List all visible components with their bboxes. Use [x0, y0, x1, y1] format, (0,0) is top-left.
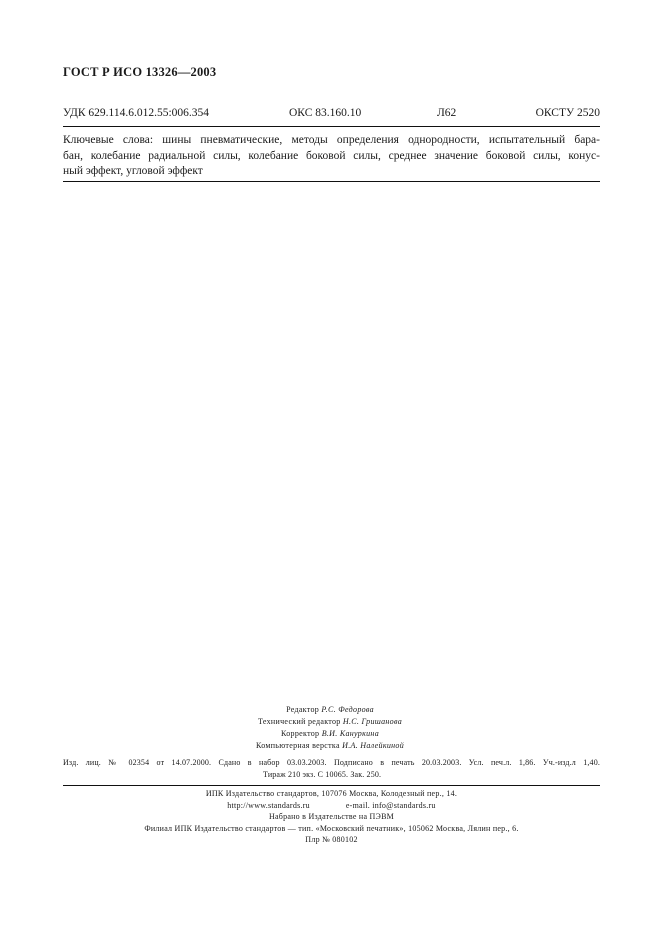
oks-code: ОКС 83.160.10: [289, 107, 362, 119]
credit-role: Компьютерная верстка: [255, 741, 340, 750]
credits-block: [200, 704, 460, 752]
group-code: Л62: [437, 107, 457, 119]
typeset-note: Набрано в Издательстве на ПЭВМ: [268, 812, 395, 821]
print-run-line: Тираж 210 экз. С 10065. Зак. 250.: [263, 770, 382, 779]
credit-role: Корректор: [281, 729, 320, 738]
top-divider: [63, 126, 600, 127]
publisher-website-link[interactable]: http://www.standards.ru: [227, 800, 310, 810]
okstu-code: ОКСТУ 2520: [535, 107, 600, 119]
printing-branch: Филиал ИПК Издательство стандартов — тип. «Московский печатник», 105062 Москва, Лялин пер., 6.: [144, 823, 519, 833]
credit-role: Технический редактор: [258, 717, 341, 726]
keywords-divider: [63, 181, 600, 182]
credit-person: В.И. Кануркина: [321, 729, 379, 738]
publisher-contacts: [63, 800, 600, 812]
credit-person: Н.С. Гришанова: [342, 717, 402, 726]
credit-person: И.А. Налейкиной: [342, 741, 405, 750]
credit-tech-editor: [200, 716, 460, 728]
publisher-address: ИПК Издательство стандартов, 107076 Москва, Колодезный пер., 14.: [205, 789, 458, 798]
print-info-line: Изд. лиц. № 02354 от 14.07.2000. Сдано в набор 03.03.2003. Подписано в печать 20.03.2003. Усл. печ.л. 1,86. Уч.-изд.л 1,40.: [63, 758, 600, 767]
credit-layout: [200, 740, 460, 752]
bottom-divider: [63, 785, 600, 786]
credit-person: Р.С. Федорова: [321, 705, 374, 714]
publisher-email-link[interactable]: e-mail. info@standards.ru: [345, 800, 436, 810]
credit-editor: [200, 704, 460, 716]
credit-corrector: [200, 728, 460, 740]
keywords-line: Ключевые слова: шины пневматические, методы определения однородности, испытательный бара-: [63, 134, 600, 146]
print-info-block: [63, 757, 600, 781]
publisher-block: [63, 788, 600, 846]
keywords-line: ный эффект, угловой эффект: [63, 165, 203, 177]
keywords-block: [63, 133, 600, 180]
udk-code: УДК 629.114.6.012.55:006.354: [63, 107, 210, 119]
license-number: Плр № 080102: [305, 835, 358, 844]
document-code: ГОСТ Р ИСО 13326—2003: [63, 65, 217, 79]
credit-role: Редактор: [286, 705, 320, 714]
keywords-line: бан, колебание радиальной силы, колебание боковой силы, среднее значение боковой силы, конус-: [63, 149, 600, 162]
